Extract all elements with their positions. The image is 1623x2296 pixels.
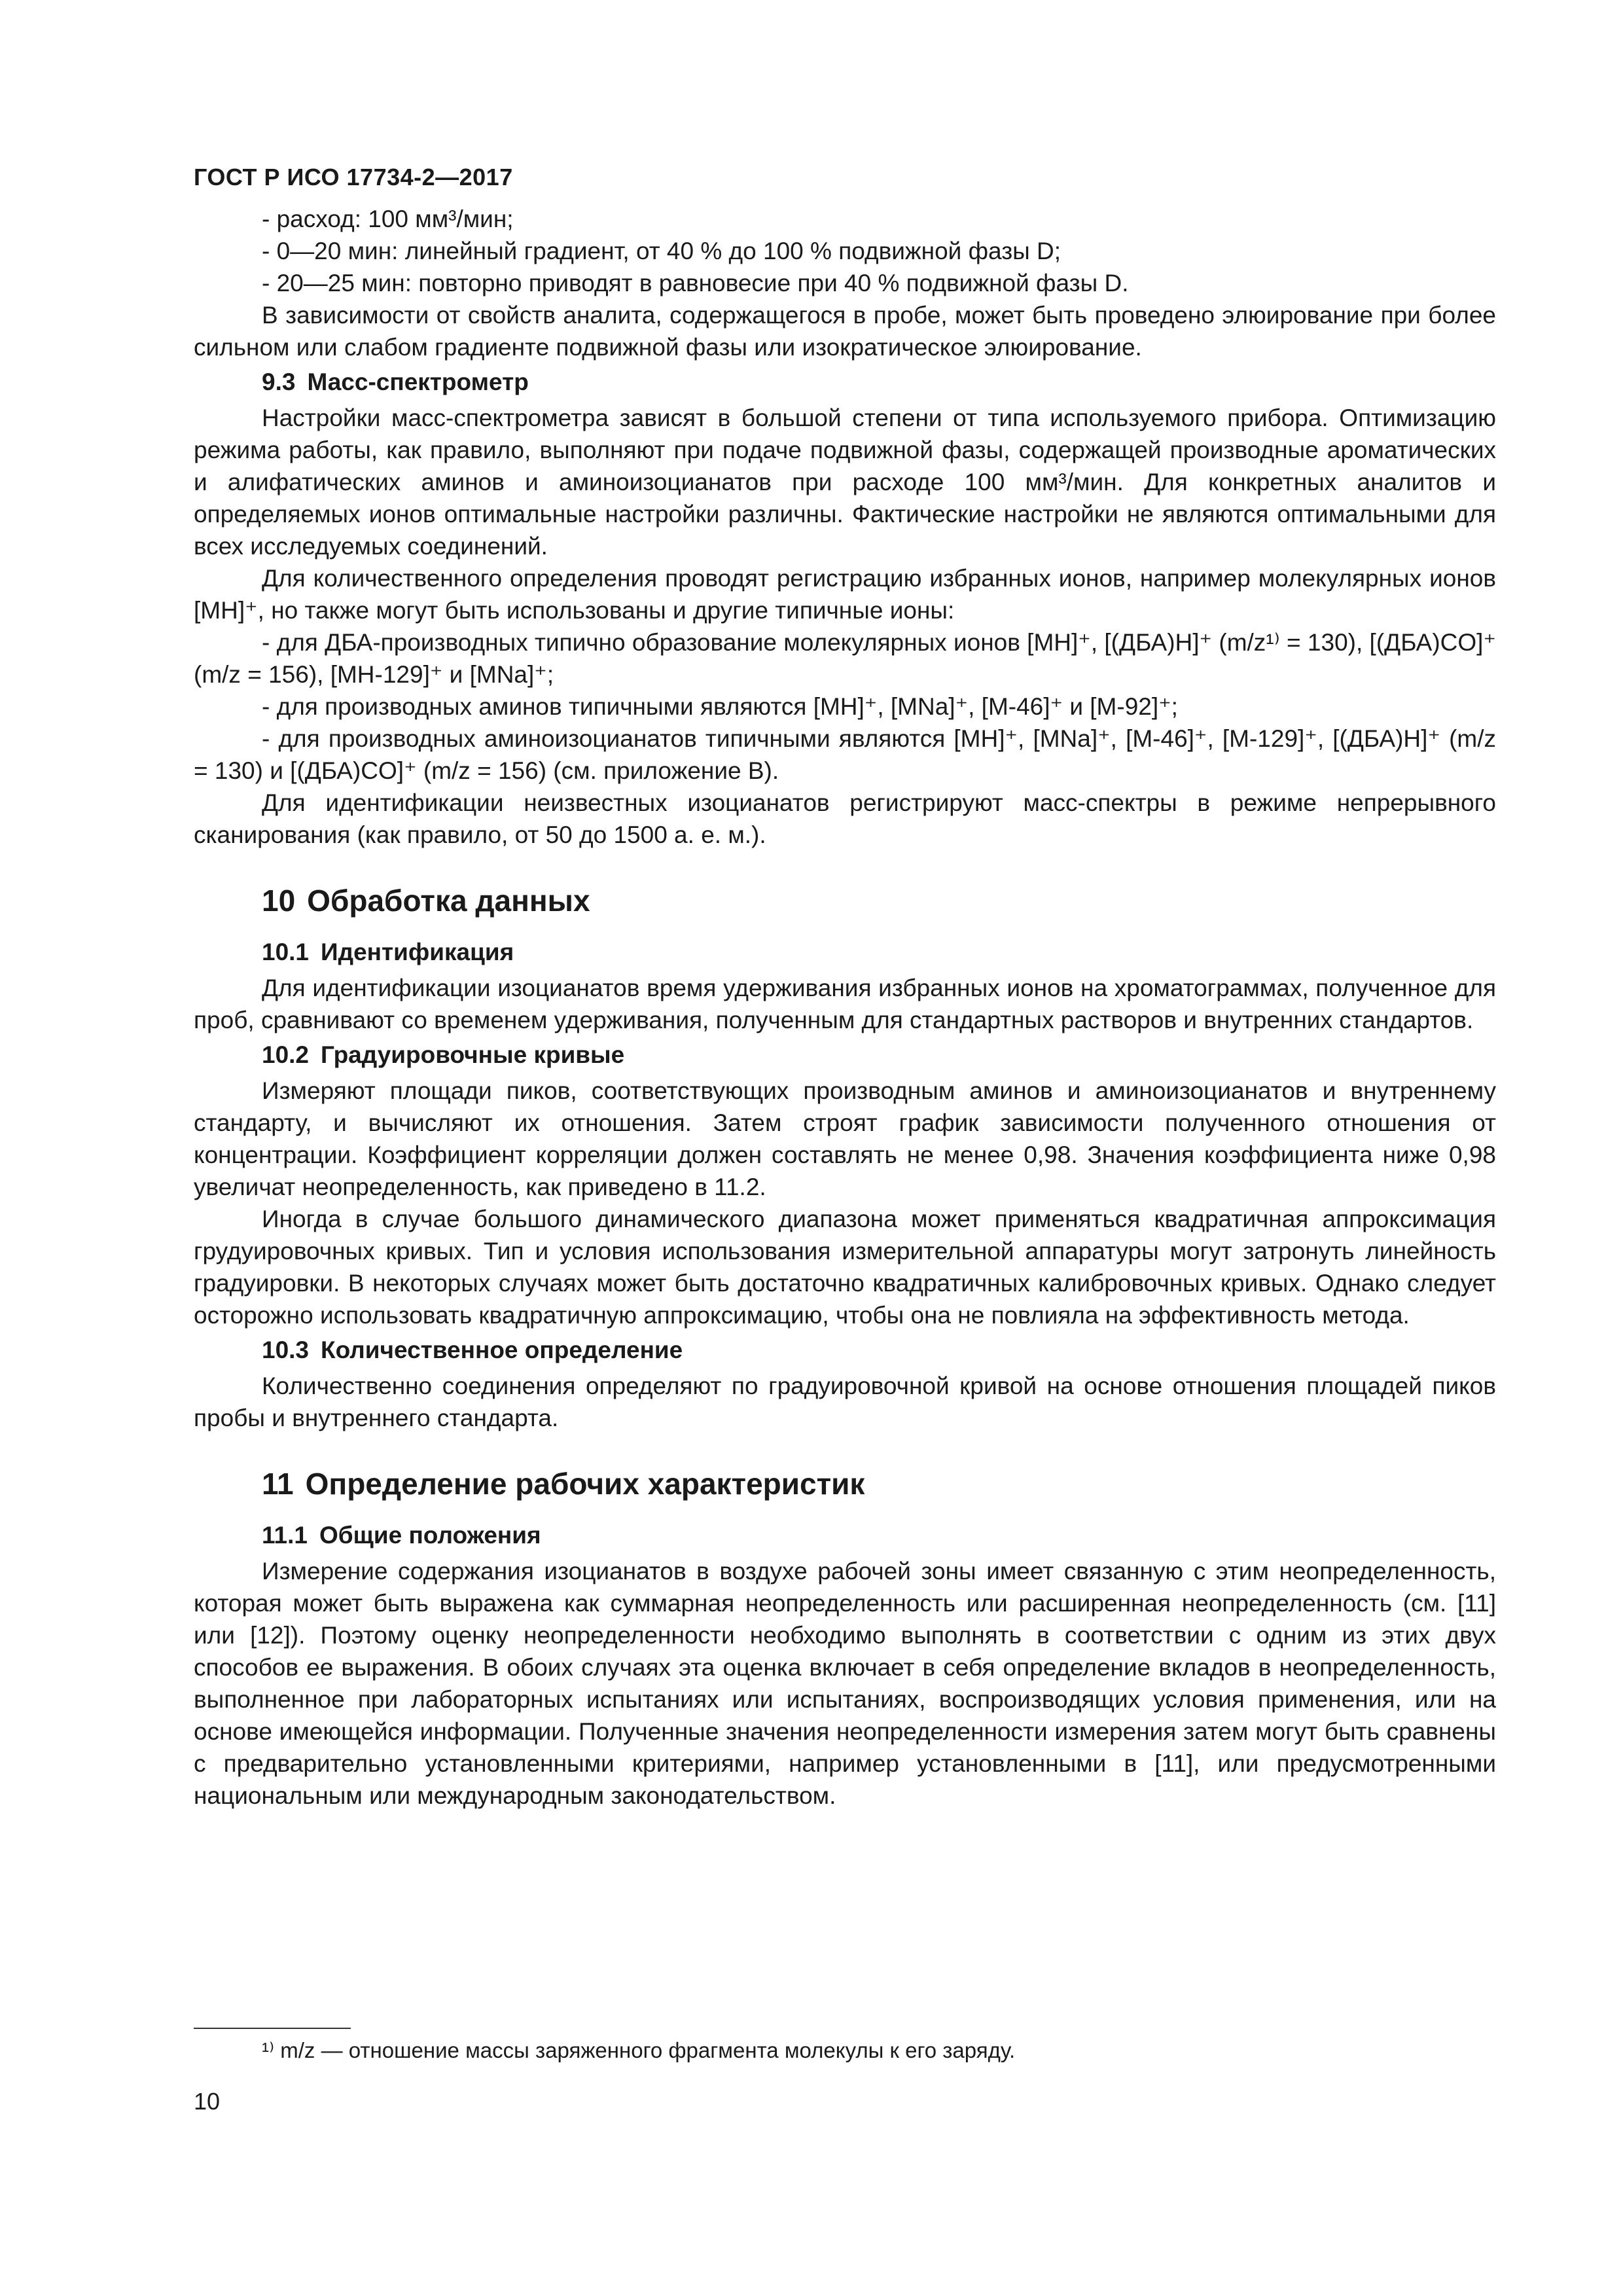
subsection-number: 10.3 [262, 1336, 310, 1363]
subsection-number: 9.3 [262, 368, 296, 395]
subsection-title: Общие положения [319, 1522, 541, 1549]
subsection-number: 11.1 [262, 1522, 308, 1549]
section-number: 10 [262, 884, 296, 918]
subsection-heading [262, 1519, 1496, 1551]
footnote-divider [194, 2028, 351, 2029]
subsection-number: 10.2 [262, 1041, 310, 1068]
subsection-title: Масс-спектрометр [307, 368, 529, 395]
list-item: - 20—25 мин: повторно приводят в равновесие при 40 % подвижной фазы D. [262, 270, 1129, 296]
section-title: Определение рабочих характеристик [305, 1467, 865, 1501]
section-number: 11 [262, 1467, 294, 1501]
subsection-title: Идентификация [321, 939, 514, 965]
subsection-title: Количественное определение [321, 1336, 683, 1363]
list-item: - для ДБА-производных типично образование молекулярных ионов [MH]⁺, [(ДБА)H]⁺ (m/z¹⁾ = 130), [(ДБА)CO]⁺ (m/z = 156), [MH-129]⁺ и [MNa]⁺; [194, 629, 1496, 688]
paragraph: Для количественного определения проводят регистрацию избранных ионов, например молекулярных ионов [MH]⁺, но также могут быть использованы и другие типичные ионы: [194, 565, 1496, 624]
paragraph: Измерение содержания изоцианатов в воздухе рабочей зоны имеет связанную с этим неопределенность, которая может быть выражена как суммарная неопределенность или расширенная неопределенность (см. [11] или [12]). Поэтому оценку неопределенности необходимо выполнять в соответствии с одним из этих двух способов ее выражения. В обоих случаях эта оценка включает в себя определение вкладов в неопределенность, выполненное при лабораторных испытаниях или испытаниях, воспроизводящих условия применения, или на основе имеющейся информации. Полученные значения неопределенности измерения затем могут быть сравнены с предварительно установленными критериями, например установленными в [11], или предусмотренными национальным или международным законодательством. [194, 1558, 1496, 1809]
page-body [194, 203, 1496, 1812]
paragraph: Настройки масс-спектрометра зависят в большой степени от типа используемого прибора. Оптимизацию режима работы, как правило, выполняют при подаче подвижной фазы, содержащей производные ароматических и алифатических аминов и аминоизоцианатов при расходе 100 мм³/мин. Для конкретных аналитов и определяемых ионов оптимальные настройки различны. Фактические настройки не являются оптимальными для всех исследуемых соединений. [194, 404, 1496, 560]
list-item: - 0—20 мин: линейный градиент, от 40 % до 100 % подвижной фазы D; [262, 238, 1061, 264]
list-item: - для производных аминов типичными являются [MH]⁺, [MNa]⁺, [M-46]⁺ и [M-92]⁺; [262, 693, 1178, 720]
section-heading [262, 1465, 1496, 1502]
subsection-heading [262, 936, 1496, 968]
paragraph: Для идентификации изоцианатов время удерживания избранных ионов на хроматограммах, полученное для проб, сравнивают со временем удерживания, полученным для стандартных растворов и внутренних стандартов. [194, 975, 1496, 1033]
paragraph: Количественно соединения определяют по градуировочной кривой на основе отношения площадей пиков пробы и внутреннего стандарта. [194, 1372, 1496, 1431]
section-title: Обработка данных [307, 884, 590, 918]
list-item: - для производных аминоизоцианатов типичными являются [MH]⁺, [MNa]⁺, [M-46]⁺, [M-129]⁺, [(ДБА)H]⁺ (m/z = 130) и [(ДБА)CO]⁺ (m/z = 156) (см. приложение B). [194, 725, 1496, 784]
paragraph: Для идентификации неизвестных изоцианатов регистрируют масс-спектры в режиме непрерывного сканирования (как правило, от 50 до 1500 а. е. м.). [194, 789, 1496, 848]
subsection-title: Градуировочные кривые [321, 1041, 625, 1068]
list-item: - расход: 100 мм³/мин; [262, 206, 514, 232]
page-number: 10 [194, 2088, 221, 2115]
subsection-number: 10.1 [262, 939, 310, 965]
document-code: ГОСТ Р ИСО 17734-2—2017 [194, 164, 513, 190]
section-heading [262, 882, 1496, 919]
subsection-heading [262, 1039, 1496, 1071]
paragraph: Измеряют площади пиков, соответствующих производным аминов и аминоизоцианатов и внутреннему стандарту, и вычисляют их отношения. Затем строят график зависимости полученного отношения от концентрации. Коэффициент корреляции должен составлять не менее 0,98. Значения коэффициента ниже 0,98 увеличат неопределенность, как приведено в 11.2. [194, 1077, 1496, 1200]
footnote: ¹⁾ m/z — отношение массы заряженного фрагмента молекулы к его заряду. [262, 2038, 1016, 2062]
paragraph: В зависимости от свойств аналита, содержащегося в пробе, может быть проведено элюирование при более сильном или слабом градиенте подвижной фазы или изократическое элюирование. [194, 302, 1496, 361]
subsection-heading [262, 366, 1496, 398]
subsection-heading [262, 1334, 1496, 1366]
paragraph: Иногда в случае большого динамического диапазона может применяться квадратичная аппроксимация грудуировочных кривых. Тип и условия использования измерительной аппаратуры могут затронуть линейность градуировки. В некоторых случаях может быть достаточно квадратичных калибровочных кривых. Однако следует осторожно использовать квадратичную аппроксимацию, чтобы она не повлияла на эффективность метода. [194, 1206, 1496, 1329]
